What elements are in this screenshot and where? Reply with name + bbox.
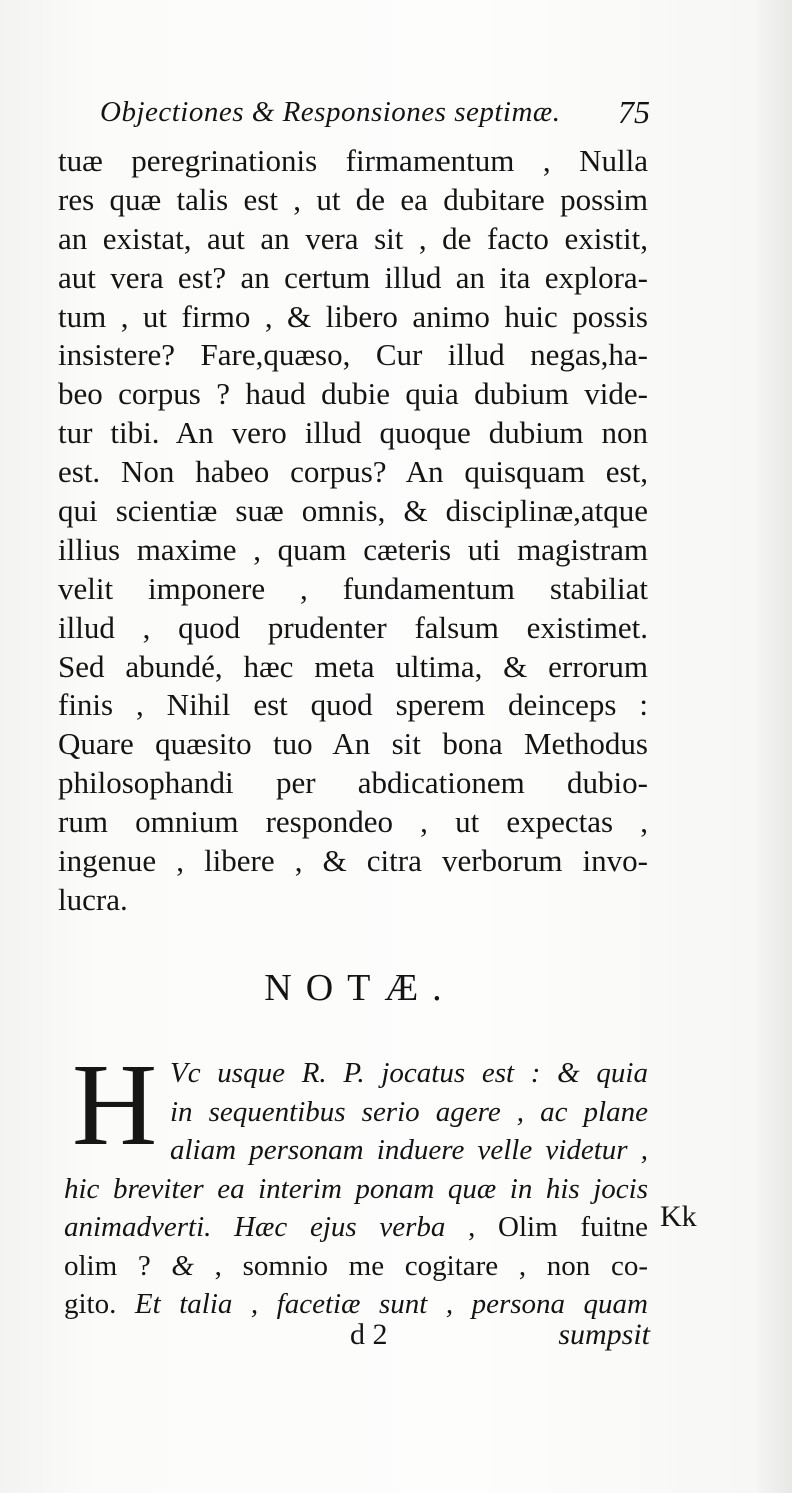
text-line: philosophandi per abdicationem dubio- — [58, 765, 648, 801]
notes-roman-fragment: olim ? — [64, 1249, 151, 1282]
notes-roman-fragment: gito. — [64, 1288, 117, 1320]
notes-italic-fragment: & — [171, 1249, 194, 1282]
text-line: an existat, aut an vera sit , de facto existit, — [58, 220, 648, 256]
catchword: sumpsit — [558, 1318, 650, 1351]
notes-block — [64, 1039, 649, 1324]
text-line: res quæ talis est , ut de ea dubitare possim — [58, 181, 648, 217]
notes-roman-fragment: , somnio me cogitare , non co- — [214, 1249, 649, 1282]
text-line: insistere? Fare,quæso, Cur illud negas,ha- — [58, 337, 648, 373]
main-text-block — [58, 142, 648, 920]
text-line: aut vera est? an certum illud an ita explora- — [58, 259, 648, 295]
notes-line: aliam personam induere velle videtur , — [170, 1134, 648, 1166]
notes-line — [64, 1247, 648, 1286]
text-line: tuæ peregrinationis firmamentum , Nulla — [58, 143, 648, 178]
notes-heading: NOTÆ. — [264, 967, 456, 1009]
page-footer — [60, 1318, 650, 1358]
notes-italic-fragment: Et talia , facetiæ sunt , persona quam — [134, 1288, 648, 1320]
text-line: Sed abundé, hæc meta ultima, & errorum — [58, 648, 648, 684]
signature-mark: d 2 — [350, 1318, 388, 1351]
text-line: tum , ut firmo , & libero animo huic possis — [58, 298, 648, 334]
notes-italic-fragment: Hæc ejus verba — [234, 1211, 446, 1243]
text-line: lucra. — [58, 881, 128, 917]
notes-line — [64, 1208, 648, 1247]
text-line: Quare quæsito tuo An sit bona Methodus — [58, 726, 648, 762]
running-head — [100, 96, 660, 136]
notes-line: in sequentibus serio agere , ac plane — [170, 1095, 648, 1128]
notes-italic-fragment: animadverti. — [64, 1211, 212, 1243]
text-line: illius maxime , quam cæteris uti magistram — [58, 531, 648, 567]
page-number: 75 — [618, 94, 650, 130]
page-binding-shadow — [758, 0, 792, 1493]
text-line: qui scientiæ suæ omnis, & disciplinæ,atque — [58, 493, 648, 529]
notes-roman-fragment: , Olim fuitne — [468, 1211, 649, 1243]
drop-cap: H — [72, 1039, 158, 1170]
running-title: Objectiones & Responsiones septimæ. — [100, 96, 561, 128]
text-line: beo corpus ? haud dubie quia dubium vide- — [58, 376, 648, 412]
text-line: rum omnium respondeo , ut expectas , — [58, 804, 648, 840]
text-line: ingenue , libere , & citra verborum invo- — [58, 843, 648, 879]
notes-line: hic breviter ea interim ponam quæ in his jocis — [64, 1172, 648, 1205]
margin-note: Kk — [660, 1200, 697, 1233]
text-line: finis , Nihil est quod sperem deinceps : — [58, 687, 648, 723]
text-line: velit imponere , fundamentum stabiliat — [58, 570, 648, 606]
text-line: tur tibi. An vero illud quoque dubium non — [58, 415, 648, 451]
text-line: illud , quod prudenter falsum existimet. — [58, 609, 648, 645]
notes-line: Vc usque R. P. jocatus est : & quia — [170, 1057, 648, 1089]
text-line: est. Non habeo corpus? An quisquam est, — [58, 454, 648, 490]
